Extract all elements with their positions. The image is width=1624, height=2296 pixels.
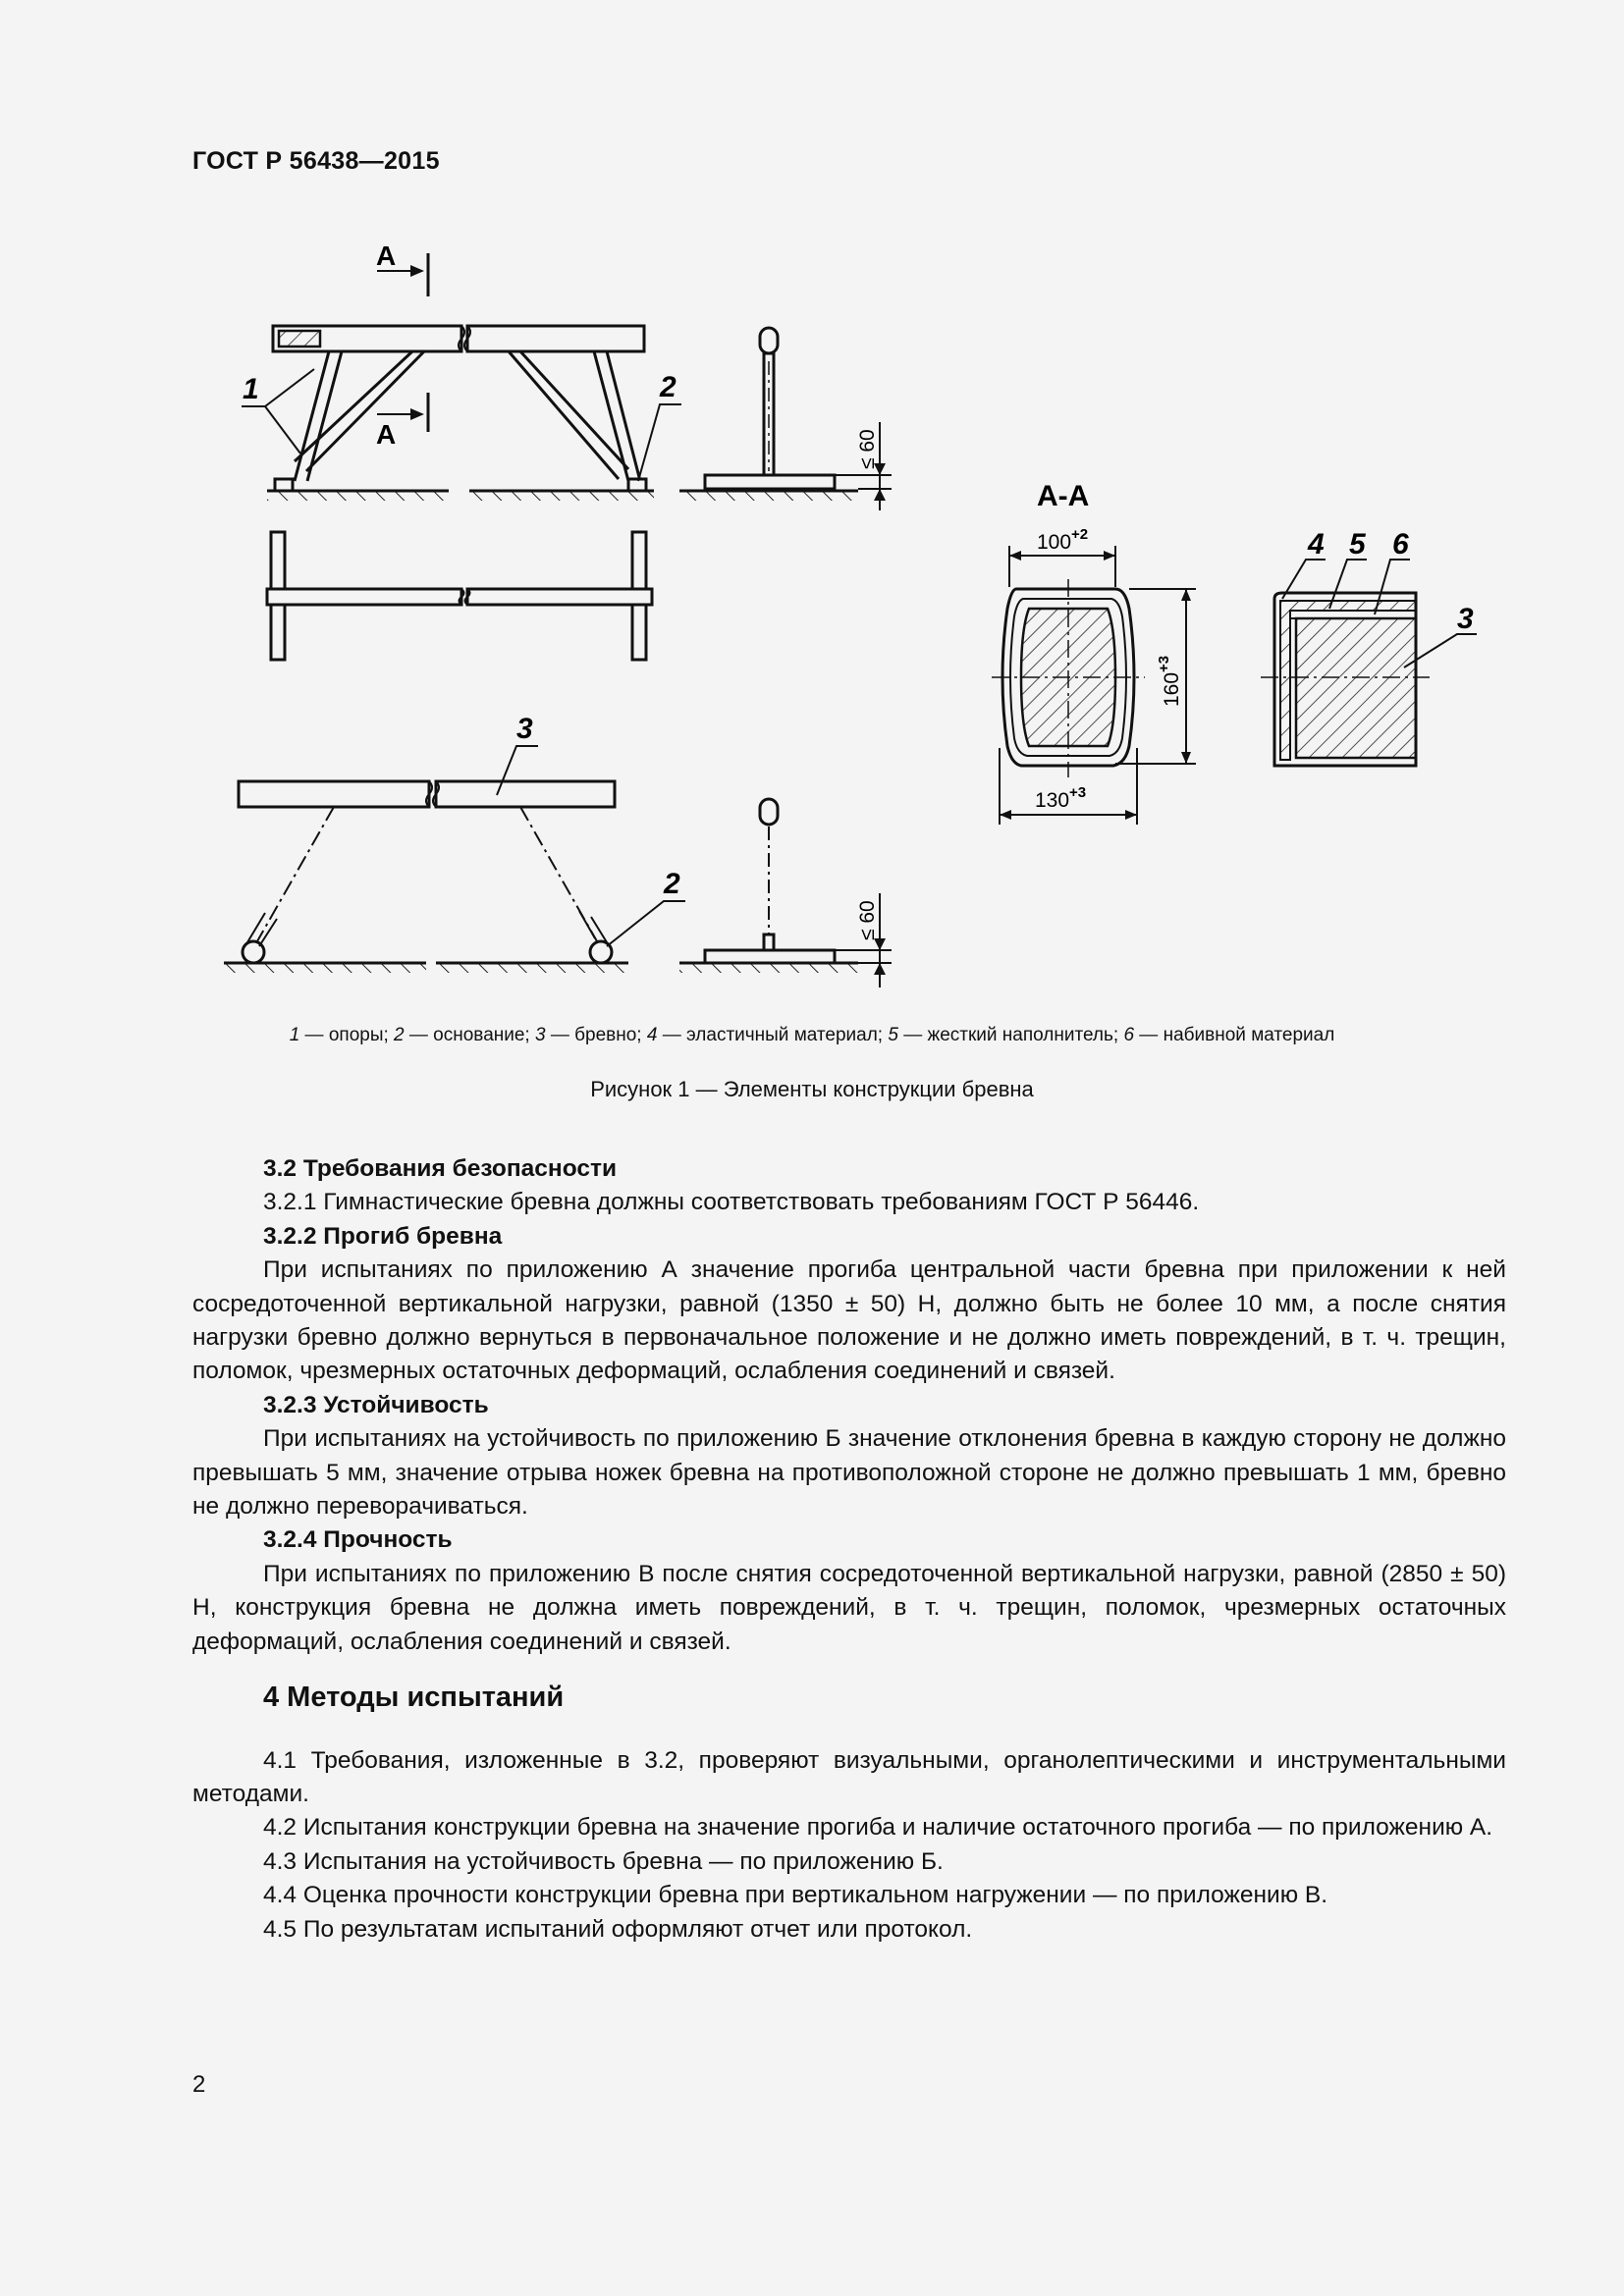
- page-number: 2: [192, 2071, 206, 2098]
- label-3-schematic: 3: [516, 713, 533, 745]
- figure-1-drawing: [0, 226, 1624, 1070]
- heading-3-2-3: 3.2.3 Устойчивость: [263, 1391, 489, 1418]
- label-4: 4: [1308, 528, 1325, 561]
- paragraph-4-5: 4.5 По результатам испытаний оформляют отчет или протокол.: [263, 1915, 973, 1943]
- dim-width-bottom: $130^{+3}$: [1035, 784, 1087, 812]
- section-4-title: 4 Методы испытаний: [263, 1682, 565, 1714]
- label-6: 6: [1392, 528, 1409, 561]
- figure-caption: Рисунок 1 — Элементы конструкции бревна: [590, 1077, 1034, 1101]
- section-a-a: [992, 579, 1145, 777]
- paragraph-4-2: 4.2 Испытания конструкции бревна на значение прогиба и наличие остаточного прогиба — по приложению А.: [263, 1814, 1493, 1842]
- dim-height: $160^{+3}$: [1156, 655, 1183, 707]
- side-view-top: [273, 326, 646, 491]
- plan-view: [267, 532, 652, 660]
- label-3-section: 3: [1457, 603, 1474, 635]
- legend-item: 3 — бревно;: [535, 1025, 647, 1045]
- legend-item: 5 — жесткий наполнитель;: [888, 1025, 1124, 1045]
- label-5: 5: [1349, 528, 1366, 561]
- dim-width-top: $100^{+2}$: [1037, 526, 1089, 554]
- section-letter-a-top: А: [376, 240, 397, 271]
- document-body: [192, 1152, 1506, 1947]
- legend-item: 1 — опоры;: [289, 1025, 395, 1045]
- dim-le60-bottom: ≤ 60: [856, 900, 879, 940]
- paragraph-3-2-3: При испытаниях на устойчивость по приложению Б значение отклонения бревна в каждую сторону не должно превышать 5 мм, значение отрыва ножек бревна на противоположной стороне не должно превышать 1 мм, бревно не должно переворачиваться.: [192, 1425, 1506, 1521]
- end-view-bottom: [705, 799, 835, 963]
- dim-le60-top: ≤ 60: [856, 429, 879, 469]
- label-1-top: 1: [243, 373, 259, 405]
- heading-3-2: 3.2 Требования безопасности: [263, 1155, 618, 1182]
- paragraph-3-2-1: 3.2.1 Гимнастические бревна должны соответствовать требованиям ГОСТ Р 56446.: [263, 1189, 1200, 1216]
- paragraph-4-1: 4.1 Требования, изложенные в 3.2, проверяют визуальными, органолептическими и инструментальными методами.: [192, 1746, 1506, 1807]
- layer-section: [1261, 593, 1430, 766]
- paragraph-4-4: 4.4 Оценка прочности конструкции бревна при вертикальном нагружении — по приложению В.: [263, 1882, 1328, 1909]
- schematic-view: [239, 781, 615, 807]
- end-view-top: [705, 328, 835, 489]
- legend-item: 6 — набивной материал: [1123, 1025, 1335, 1045]
- heading-3-2-4: 3.2.4 Прочность: [263, 1526, 453, 1554]
- paragraph-3-2-4: При испытаниях по приложению В после снятия сосредоточенной вертикальной нагрузки, равной (2850 ± 50) Н, конструкция бревна не должна иметь повреждений, в т. ч. трещин, поломок, чрезмерных остаточных деформаций, ослабления соединений и связей.: [192, 1560, 1506, 1655]
- heading-3-2-2: 3.2.2 Прогиб бревна: [263, 1222, 503, 1250]
- section-letter-a-bottom: А: [376, 419, 397, 450]
- document-header: ГОСТ Р 56438—2015: [192, 147, 440, 175]
- legend-item: 2 — основание;: [394, 1025, 535, 1045]
- paragraph-3-2-2: При испытаниях по приложению А значение прогиба центральной части бревна при приложении к ней сосредоточенной вертикальной нагрузки, равной (1350 ± 50) Н, должно быть не более 10 мм, а после снятия нагрузки бревно должно вернуться в первоначальное положение и не должно иметь повреждений, в т. ч. трещин, поломок, чрезмерных остаточных деформаций, ослабления соединений и связей.: [192, 1256, 1506, 1385]
- label-2-top: 2: [660, 371, 677, 403]
- label-2-schematic: 2: [664, 868, 680, 900]
- figure-legend: [0, 1025, 1624, 1046]
- paragraph-4-3: 4.3 Испытания на устойчивость бревна — по приложению Б.: [263, 1847, 944, 1875]
- legend-item: 4 — эластичный материал;: [646, 1025, 889, 1045]
- section-view-title: А-А: [1037, 480, 1090, 512]
